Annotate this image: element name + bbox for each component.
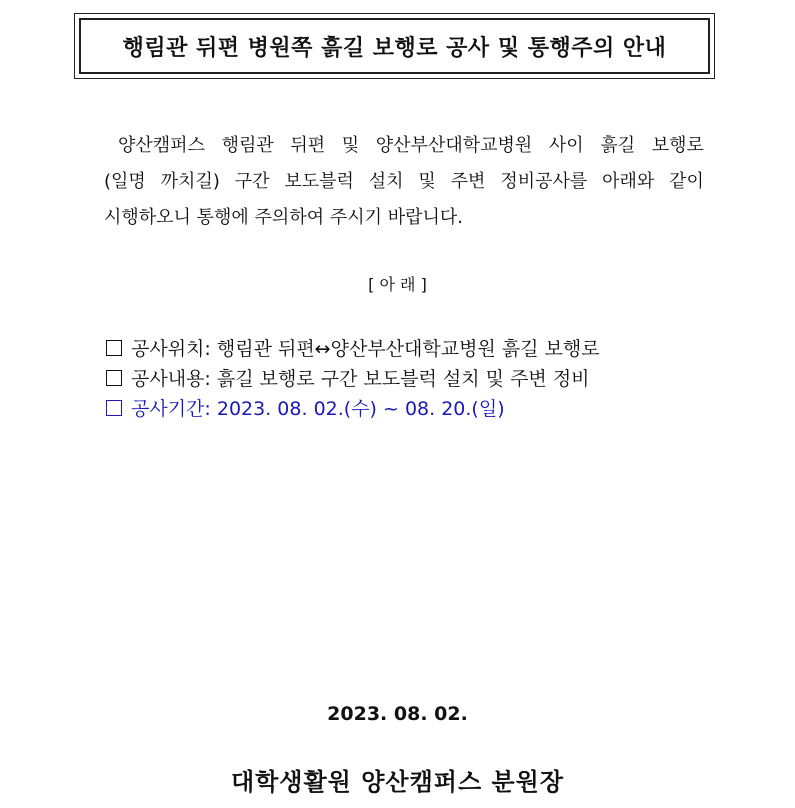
body-paragraph [104, 128, 704, 236]
body-word: 아래와 [602, 171, 655, 192]
detail-item-period [104, 394, 714, 424]
body-word: 뒤편 [290, 135, 326, 156]
body-text: 시행하오니 통행에 주의하여 주시기 바랍니다. [104, 207, 463, 228]
document-date: 2023. 08. 02. [327, 703, 468, 725]
item-label: 공사내용: [131, 368, 211, 390]
title-inner-frame [79, 18, 710, 74]
body-word: 까치길) [160, 171, 220, 192]
item-label: 공사위치: [131, 338, 211, 360]
item-value: 흙길 보행로 구간 보도블럭 설치 및 주변 정비 [216, 368, 590, 390]
document-title: 행림관 뒤편 병원쪽 흙길 보행로 공사 및 통행주의 안내 [122, 35, 667, 61]
body-line-2 [104, 164, 704, 200]
body-word: 정비공사를 [500, 171, 588, 192]
item-value: 2023. 08. 02.(수) ~ 08. 20.(일) [216, 398, 505, 420]
item-label: 공사기간: [131, 398, 211, 420]
body-word: 사이 [548, 135, 584, 156]
body-word: 보행로 [651, 135, 704, 156]
body-word: 구간 [234, 171, 270, 192]
detail-list [104, 334, 714, 424]
body-word: 보도블럭 [284, 171, 354, 192]
body-line-3 [104, 200, 704, 236]
body-word: 주변 [450, 171, 486, 192]
body-word: 및 [418, 171, 436, 192]
title-frame [74, 13, 715, 79]
detail-item-location [104, 334, 714, 364]
section-heading: [ 아 래 ] [368, 275, 427, 294]
body-word: 및 [341, 135, 360, 156]
body-word: 같이 [669, 171, 704, 192]
checkbox-icon [106, 340, 122, 356]
body-word: 설치 [368, 171, 404, 192]
detail-item-content [104, 364, 714, 394]
body-word: 흙길 [600, 135, 636, 156]
body-line-1 [104, 128, 704, 164]
body-word: 행림관 [221, 135, 274, 156]
body-word: 양산부산대학교병원 [375, 135, 533, 156]
checkbox-icon [106, 400, 122, 416]
issuer-signature: 대학생활원 양산캠퍼스 분원장 [230, 768, 565, 796]
body-word: (일명 [104, 171, 146, 192]
body-word: 양산캠퍼스 [118, 135, 205, 156]
item-value: 행림관 뒤편↔양산부산대학교병원 흙길 보행로 [216, 338, 600, 360]
checkbox-icon [106, 370, 122, 386]
